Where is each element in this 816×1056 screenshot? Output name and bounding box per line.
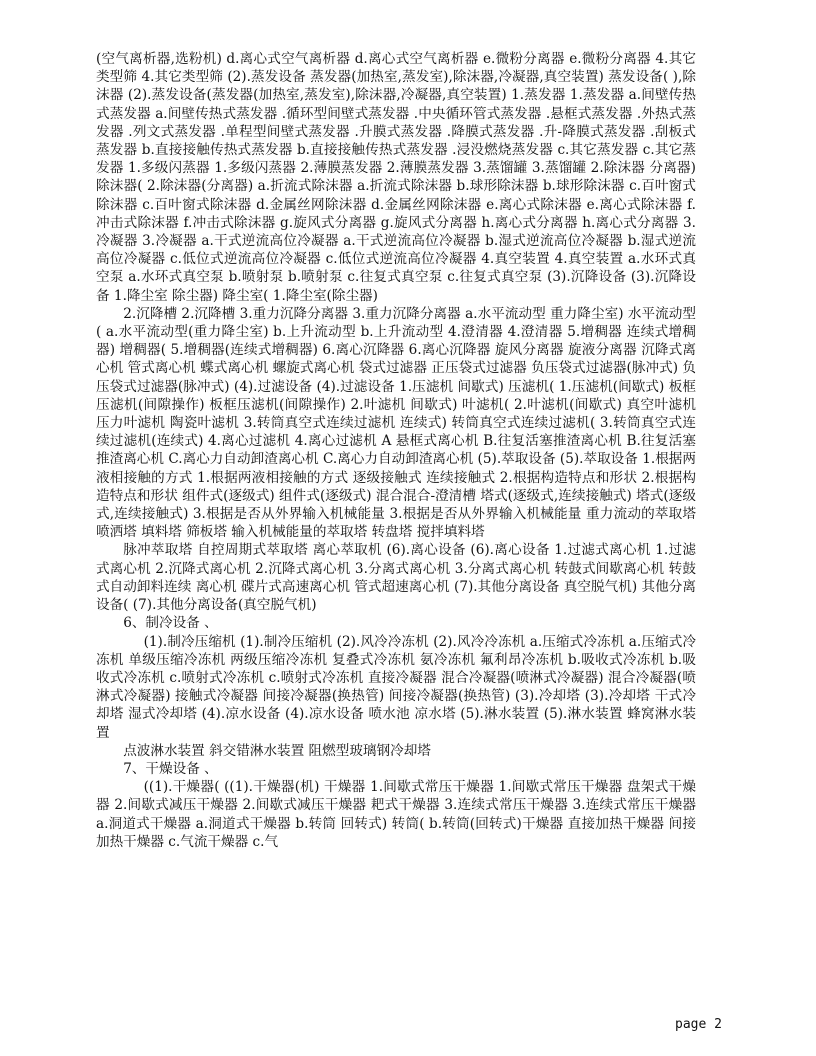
- section-heading-refrigeration: 6、制冷设备 、: [123, 615, 218, 632]
- paragraph-evaporation-settling: (空气离析器,选粉机) d.离心式空气离析器 d.离心式空气离析器 e.微粉分离器 e.微粉分离器 4.其它类型筛 4.其它类型筛 (2).蒸发设备 蒸发器(加热室,蒸发室),除沫器,冷凝器,真空装置) 蒸发设备( ),除沫器 (2).蒸发设备(蒸发器(加热室,蒸发室),除沫器,冷凝器,真空装置) 1.蒸发器 1.蒸发器 a.间壁传热式蒸发器 a.间壁传热式蒸发器 .循环型间壁式蒸发器 .中央循环管式蒸发器 .悬框式蒸发器 .外热式蒸发器 .列文式蒸发器 .单程型间壁式蒸发器 .升膜式蒸发器 .降膜式蒸发器 .升-降膜式蒸发器 .刮板式蒸发器 b.直接接触传热式蒸发器 b.直接接触传热式蒸发器 .浸没燃烧蒸发器 c.其它蒸发器 c.其它蒸发器 1.多级闪蒸器 1.多级闪蒸器 2.薄膜蒸发器 2.薄膜蒸发器 3.蒸馏罐 3.蒸馏罐 2.除沫器 分离器) 除沫器( 2.除沫器(分离器) a.折流式除沫器 a.折流式除沫器 b.球形除沫器 b.球形除沫器 c.百叶窗式除沫器 c.百叶窗式除沫器 d.金属丝网除沫器 d.金属丝网除沫器 e.离心式除沫器 e.离心式除沫器 f.冲击式除沫器 f.冲击式除沫器 g.旋风式分离器 g.旋风式分离器 h.离心式分离器 h.离心式分离器 3.冷凝器 3.冷凝器 a.干式逆流高位冷凝器 a.干式逆流高位冷凝器 b.湿式逆流高位冷凝器 b.湿式逆流高位冷凝器 c.低位式逆流高位冷凝器 c.低位式逆流高位冷凝器 4.真空装置 4.真空装置 a.水环式真空泵 a.水环式真空泵 b.喷射泵 b.喷射泵 c.往复式真空泵 c.往复式真空泵 (3).沉降设备 (3).沉降设备 1.降尘室 除尘器) 降尘室( 1.降尘室(除尘器): [96, 51, 696, 304]
- paragraph-drying: ((1).干燥器( ((1).干燥器(机) 干燥器 1.间歇式常压干燥器 1.间歇式常压干燥器 盘架式干燥器 2.间歇式减压干燥器 2.间歇式减压干燥器 耙式干燥器 3.连续式常压干燥器 3.连续式常压干燥器 a.洞道式干燥器 a.洞道式干燥器 b.转筒 回转式) 转筒( b.转筒(回转式)干燥器 直接加热干燥器 间接加热干燥器 c.气流干燥器 c.气: [96, 779, 696, 850]
- document-body: [96, 50, 696, 851]
- paragraph-centrifuge: 脉冲萃取塔 自控周期式萃取塔 离心萃取机 (6).离心设备 (6).离心设备 1.过滤式离心机 1.过滤式离心机 2.沉降式离心机 2.沉降式离心机 3.分离式离心机 3.分离式离心机 转鼓式间歇离心机 转鼓式自动卸料连续 离心机 碟片式高速离心机 管式超速离心机 (7).其他分离设备 真空脱气机) 其他分离设备( (7).其他分离设备(真空脱气机): [96, 542, 696, 614]
- page-number: page 2: [675, 1017, 722, 1032]
- paragraph-filtration-extraction: 2.沉降槽 2.沉降槽 3.重力沉降分离器 3.重力沉降分离器 a.水平流动型 重力降尘室) 水平流动型( a.水平流动型(重力降尘室) b.上升流动型 b.上升流动型 4.澄清器 4.澄清器 5.增稠器 连续式增稠器) 增稠器( 5.增稠器(连续式增稠器) 6.离心沉降器 6.离心沉降器 旋风分离器 旋液分离器 沉降式离心机 管式离心机 蝶式离心机 螺旋式离心机 袋式过滤器 正压袋式过滤器 负压袋式过滤器(脉冲式) 负压袋式过滤器(脉冲式) (4).过滤设备 (4).过滤设备 1.压滤机 间歇式) 压滤机( 1.压滤机(间歇式) 板框压滤机(间隙操作) 板框压滤机(间隙操作) 2.叶滤机 间歇式) 叶滤机( 2.叶滤机(间歇式) 真空叶滤机 压力叶滤机 陶瓷叶滤机 3.转筒真空式连续过滤机 连续式) 转筒真空式连续过滤机( 3.转筒真空式连续过滤机(连续式) 4.离心过滤机 4.离心过滤机 A 悬框式离心机 B.往复活塞推渣离心机 B.往复活塞推渣离心机 C.离心力自动卸渣离心机 C.离心力自动卸渣离心机 (5).萃取设备 (5).萃取设备 1.根据两液相接触的方式 1.根据两液相接触的方式 逐级接触式 连续接触式 2.根据构造特点和形状 2.根据构造特点和形状 组件式(逐级式) 组件式(逐级式) 混合混合-澄清槽 塔式(逐级式,连续接触式) 塔式(逐级式,连续接触式) 3.根据是否从外界输入机械能量 3.根据是否从外界输入机械能量 重力流动的萃取塔 喷洒塔 填料塔 筛板塔 输入机械能量的萃取塔 转盘塔 搅拌填料塔: [96, 305, 696, 541]
- paragraph-cooling-tower: 点波淋水装置 斜交错淋水装置 阻燃型玻璃钢冷却塔: [123, 742, 431, 759]
- section-heading-drying: 7、干燥设备 、: [123, 760, 218, 777]
- paragraph-refrigeration: (1).制冷压缩机 (1).制冷压缩机 (2).风冷冷冻机 (2).风冷冷冻机 a.压缩式冷冻机 a.压缩式冷冻机 单级压缩冷冻机 两级压缩冷冻机 复叠式冷冻机 氨冷冻机 氟利昂冷冻机 b.吸收式冷冻机 b.吸收式冷冻机 c.喷射式冷冻机 c.喷射式冷冻机 直接冷凝器 混合冷凝器(喷淋式冷凝器) 混合冷凝器(喷淋式冷凝器) 接触式冷凝器 间接冷凝器(换热管) 间接冷凝器(换热管) (3).冷却塔 (3).冷却塔 干式冷却塔 湿式冷却塔 (4).凉水设备 (4).凉水设备 喷水池 凉水塔 (5).淋水装置 (5).淋水装置 蜂窝淋水装置: [96, 633, 696, 741]
